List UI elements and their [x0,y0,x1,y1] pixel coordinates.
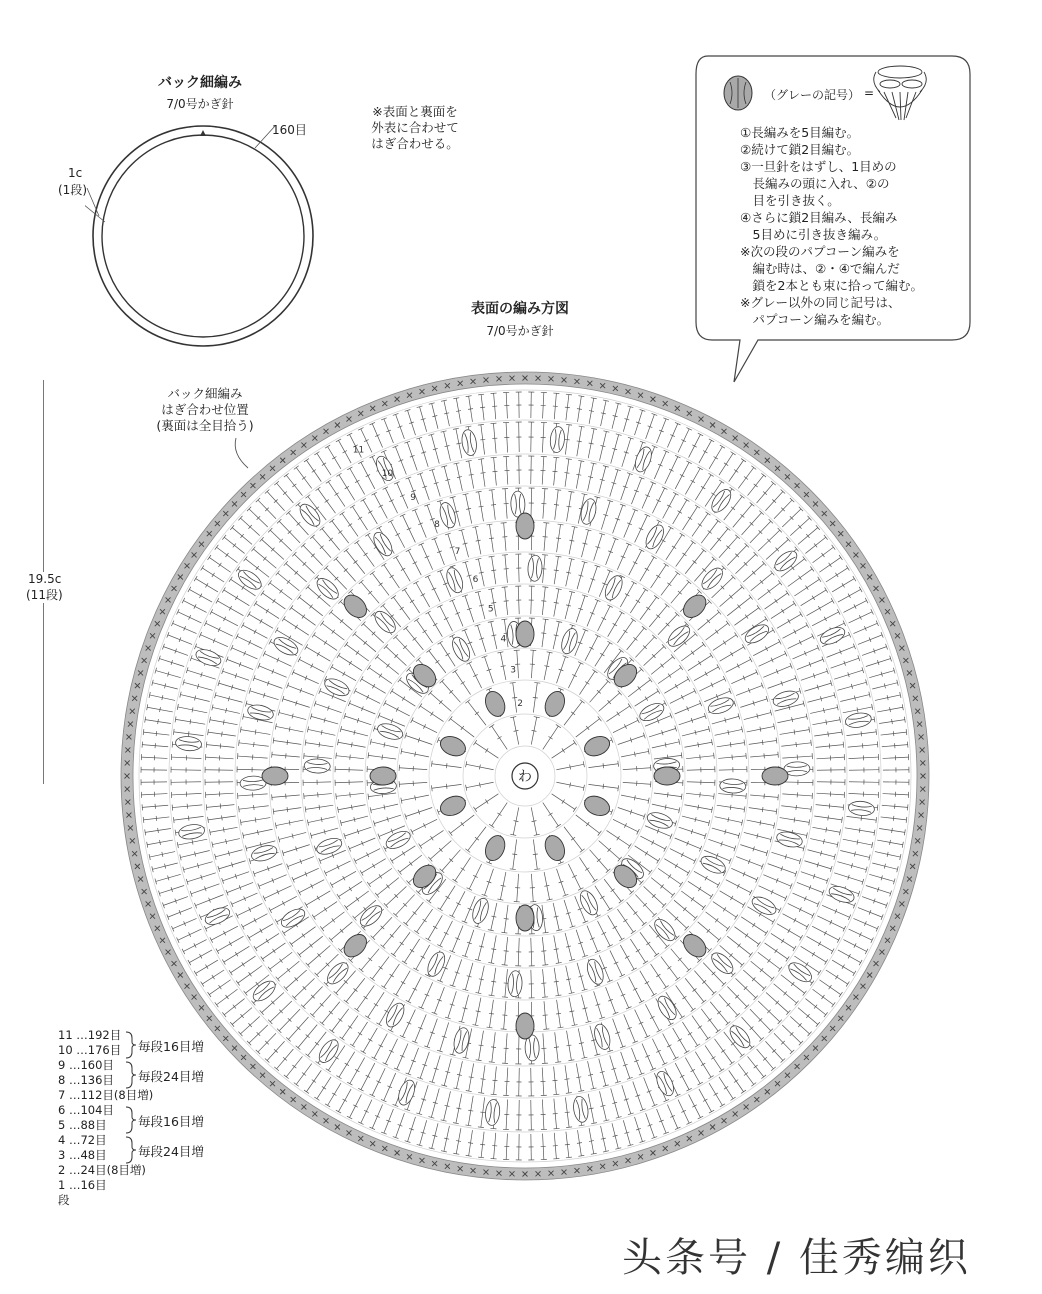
callout-line: ④さらに鎖2目編み、長編み [740,210,898,225]
callout-line: ※グレー以外の同じ記号は、 [740,295,901,310]
row-number-labels [353,445,523,709]
back-edge-stitch-count: 160目 [272,123,307,137]
callout-equals: = [864,86,875,100]
stitch-count-row [58,1148,107,1163]
callout-line: 編む時は、②・④で編んだ [740,261,900,276]
increase-label: 毎段16目増 [138,1039,204,1054]
join-note-line: ※表面と裏面を [372,104,458,119]
back-position-line: バック細編み [167,386,243,401]
row-number: 10 [58,1043,73,1057]
crochet-chart [110,366,940,1196]
row-number: 9 [410,492,416,503]
row-number: 1 [58,1178,66,1192]
row-number: 2 [58,1163,66,1177]
callout-line: ※次の段のパプコーン編みを [740,244,900,259]
row-number: 4 [500,634,507,645]
back-edge-hook: 7/0号かぎ針 [166,97,234,111]
row-number: 7 [454,547,461,558]
callout-line: 長編みの頭に入れ、②の [740,176,890,191]
row-number: 3 [510,665,516,676]
height-rows-label: (11段) [26,588,63,602]
row-number: 7 [58,1088,66,1102]
back-edge-ring-diagram [85,118,325,358]
row-count: …160目 [68,1058,114,1072]
main-chart-title: 表面の編み方図 [471,301,569,317]
join-note [340,104,490,152]
row-number: 11 [58,1028,73,1042]
increase-label: 毎段24目増 [138,1144,204,1159]
row-count: …16目 [68,1178,107,1192]
row-number: 5 [58,1118,66,1132]
stitch-count-row [58,1028,121,1043]
stitch-count-row [58,1058,114,1073]
stitch-count-row [58,1073,114,1088]
stitch-count-row [58,1118,107,1133]
row-number: 8 [434,520,440,531]
join-note-line: はぎ合わせる。 [371,136,459,151]
callout-line: ③一旦針をはずし、1目めの [740,159,897,174]
row-count: …176目 [76,1043,122,1057]
callout-symbol-label: （グレーの記号） [764,88,861,102]
rows-unit: 段 [58,1193,70,1207]
stitch-count-row [58,1103,114,1118]
back-edge-title: バック細編み [158,75,242,91]
back-position-line: はぎ合わせ位置 [161,402,249,417]
watermark: 头条号 / 佳秀编织 [622,1235,971,1281]
back-edge-width-label: 1c [68,166,83,180]
callout-line: 5目めに引き抜き編み。 [740,227,887,242]
stitch-count-row [58,1133,107,1148]
row-number: 6 [58,1103,66,1117]
callout-instructions [740,124,923,328]
row-number: 9 [58,1058,66,1072]
callout-line: 鎖を2本とも束に拾って編む。 [740,278,923,293]
height-label: 19.5c [28,572,62,586]
row-number: 3 [58,1148,66,1162]
callout-line: パプコーン編みを編む。 [740,312,890,327]
row-count: …192目 [76,1028,122,1042]
row-count: …72目 [68,1133,107,1147]
row-number: 6 [472,575,479,586]
row-count: …112目(8目増) [68,1088,154,1102]
main-chart-hook: 7/0号かぎ針 [486,324,554,338]
stitch-count-row [58,1178,107,1193]
grey-popcorn-symbol-icon [724,76,752,110]
row-count: …88目 [68,1118,107,1132]
callout-line: ②続けて鎖2目編む。 [740,142,860,157]
increase-label: 毎段24目増 [138,1069,204,1084]
join-note-line: 外表に合わせて [371,120,459,135]
center-label: わ [518,769,532,785]
row-number: 11 [352,445,365,456]
back-position-line: (裏面は全目拾う) [156,418,254,433]
row-number: 5 [487,604,494,615]
back-edge-rows-label: (1段) [58,183,87,197]
row-count: …104目 [68,1103,114,1117]
callout-line: ①長編みを5目編む。 [740,125,860,140]
row-count: …136目 [68,1073,114,1087]
callout-line: 目を引き抜く。 [740,193,840,208]
stitch-count-row [58,1043,121,1058]
row-number: 2 [517,699,523,710]
increase-label: 毎段16目増 [138,1114,204,1129]
row-count: …24目(8目増) [68,1163,146,1177]
row-number: 8 [58,1073,66,1087]
row-count: …48目 [68,1148,107,1162]
row-number: 10 [381,469,394,480]
row-number: 4 [58,1133,66,1147]
